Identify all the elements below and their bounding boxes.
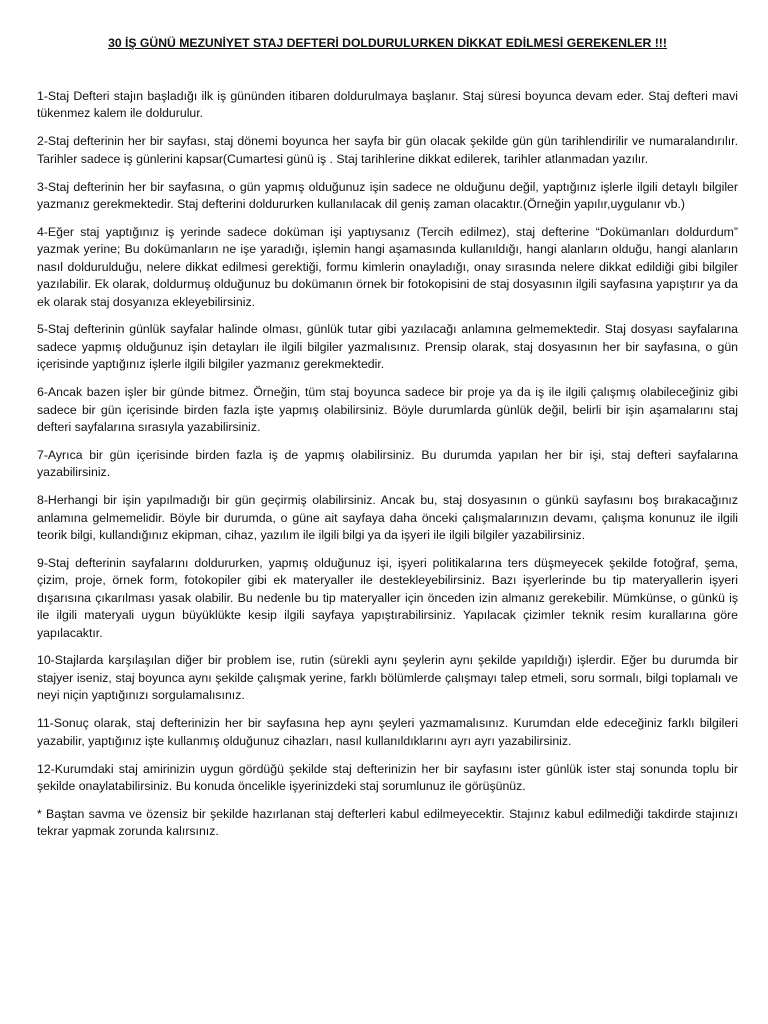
- paragraph-11: 11-Sonuç olarak, staj defterinizin her bir sayfasına hep aynı şeyleri yazmamalısınız. Kurumdan elde edeceğiniz farklı bilgileri yazabilir, yaptığınız işte kullanmış olduğunuz cihazları, nasıl kullanıldıklarını ayrı ayrı yazabilirsiniz.: [37, 716, 738, 748]
- paragraph-10: 10-Stajlarda karşılaşılan diğer bir problem ise, rutin (sürekli aynı şeylerin aynı şekilde yapıldığı) işlerdir. Eğer bu durumda bir stajyer iseniz, staj boyunca aynı şekilde çalışmak yerine, farklı bölümlerde çalışmayı talep etmeli, soru sormalı, bilgi toplamalı ve neyi niçin yaptığınızı sorgulamalısınız.: [37, 653, 738, 703]
- paragraph-6: 6-Ancak bazen işler bir günde bitmez. Örneğin, tüm staj boyunca sadece bir proje ya da iş ile ilgili çalışmış olabileceğiniz gibi sadece bir gün içerisinde birden fazla işte yapmış olabilirsiniz. Böyle durumlarda günlük değil, belirli bir işin aşamalarını staj defteri sayfalarına sırasıyla yazabilirsiniz.: [37, 385, 738, 434]
- paragraph-8: 8-Herhangi bir işin yapılmadığı bir gün geçirmiş olabilirsiniz. Ancak bu, staj dosyasının o günkü sayfasını boş bırakacağınız anlamına gelmemelidir. Böyle bir durumda, o güne ait sayfaya daha önceki çalışmalarınızın devamı, çalışma konunuz ile ilgili teorik bilgi, kullandığınız ekipman, cihaz, yazılım ile ilgili bilgi ya da işyeri ile ilgili bilgiler yazabilirsiniz.: [37, 493, 738, 543]
- paragraph-7: 7-Ayrıca bir gün içerisinde birden fazla iş de yapmış olabilirsiniz. Bu durumda yapılan her bir işi, staj defteri sayfalarına yazabilirsiniz.: [37, 447, 738, 480]
- paragraph-9: 9-Staj defterinin sayfalarını doldururken, yapmış olduğunuz işi, işyeri politikalarına ters düşmeyecek şekilde fotoğraf, şema, çizim, proje, örnek form, fotokopiler gibi ek materyaller ile destekleyebilirsiniz. Bazı işyerlerinde bu tip materyallerin işyeri dışarısına çıkarılması yasak olabilir. Bu nedenle bu tip materyaller için önceden izin almanız gerekebilir. Mümkünse, o günkü iş ile ilgili materyali uygun büyüklükte kesip ilgili sayfaya yapıştırabilirsiniz. Yapılacak çizimler teknik resim kurallarına göre yapılacaktır.: [37, 555, 738, 640]
- paragraph-3: 3-Staj defterinin her bir sayfasına, o gün yapmış olduğunuz işin sadece ne olduğunu değil, yaptığınız işlerle ilgili detaylı bilgiler yazmanız gerekmektedir. Staj defterini doldururken kullanılacak dil geniş zaman olacaktır.(Örneğin yapılır,uygulanır vb.): [37, 179, 738, 212]
- paragraph-2: 2-Staj defterinin her bir sayfası, staj dönemi boyunca her sayfa bir gün olacak şekilde gün gün tarihlendirilir ve numaralandırılır. Tarihler sadece iş günlerini kapsar(Cumartesi günü iş . Staj tarihlerine dikkat edilerek, tarihler atlanmadan yazılır.: [37, 134, 738, 166]
- paragraph-4: 4-Eğer staj yaptığınız iş yerinde sadece doküman işi yaptıysanız (Tercih edilmez), staj defterine “Dokümanları doldurdum” yazmak yerine; Bu dokümanların ne işe yaradığı, işlemin hangi aşamasında kullanıldığı, hangi alanların olduğu, hangi alanların nasıl doldurulduğu, nelere dikkat edilmesi gerektiği, formu kimlerin onayladığı, onay sırasında nelere dikkat edildiği gibi bilgiler yazılabilir. Ek olarak, doldurmuş olduğunuz bu dokümanın örnek bir fotokopisini de staj dosyasının ilgili sayfasına yapıştırır ya da ek olarak staj dosyanıza ekleyebilirsiniz.: [37, 224, 738, 309]
- paragraph-5: 5-Staj defterinin günlük sayfalar halinde olması, günlük tutar gibi yazılacağı anlamına gelmemektedir. Staj dosyası sayfalarına sadece yapmış olduğunuz işin detayları ile ilgili bilgiler yazmalısınız. Prensip olarak, staj dosyasının her bir sayfasına, o gün içerisinde yaptığınız işlerle ilgili bilgiler yazmanız gerekmektedir.: [37, 322, 738, 372]
- paragraph-12: 12-Kurumdaki staj amirinizin uygun gördüğü şekilde staj defterinizin her bir sayfasını ister günlük ister staj sonunda toplu bir şekilde onaylatabilirsiniz. Bu konuda öncelikle işyerinizdeki staj sorumlunuz ile görüşünüz.: [37, 761, 738, 793]
- document-title: 30 İŞ GÜNÜ MEZUNİYET STAJ DEFTERİ DOLDURULURKEN DİKKAT EDİLMESİ GEREKENLER !!!: [108, 36, 667, 50]
- paragraph-1: 1-Staj Defteri stajın başladığı ilk iş gününden itibaren doldurulmaya başlanır. Staj süresi boyunca devam eder. Staj defteri mavi tükenmez kalem ile doldurulur.: [37, 89, 738, 121]
- warning-note: * Baştan savma ve özensiz bir şekilde hazırlanan staj defterleri kabul edilmeyecektir. Stajınız kabul edilmediği takdirde stajınızı tekrar yapmak zorunda kalırsınız.: [37, 806, 738, 839]
